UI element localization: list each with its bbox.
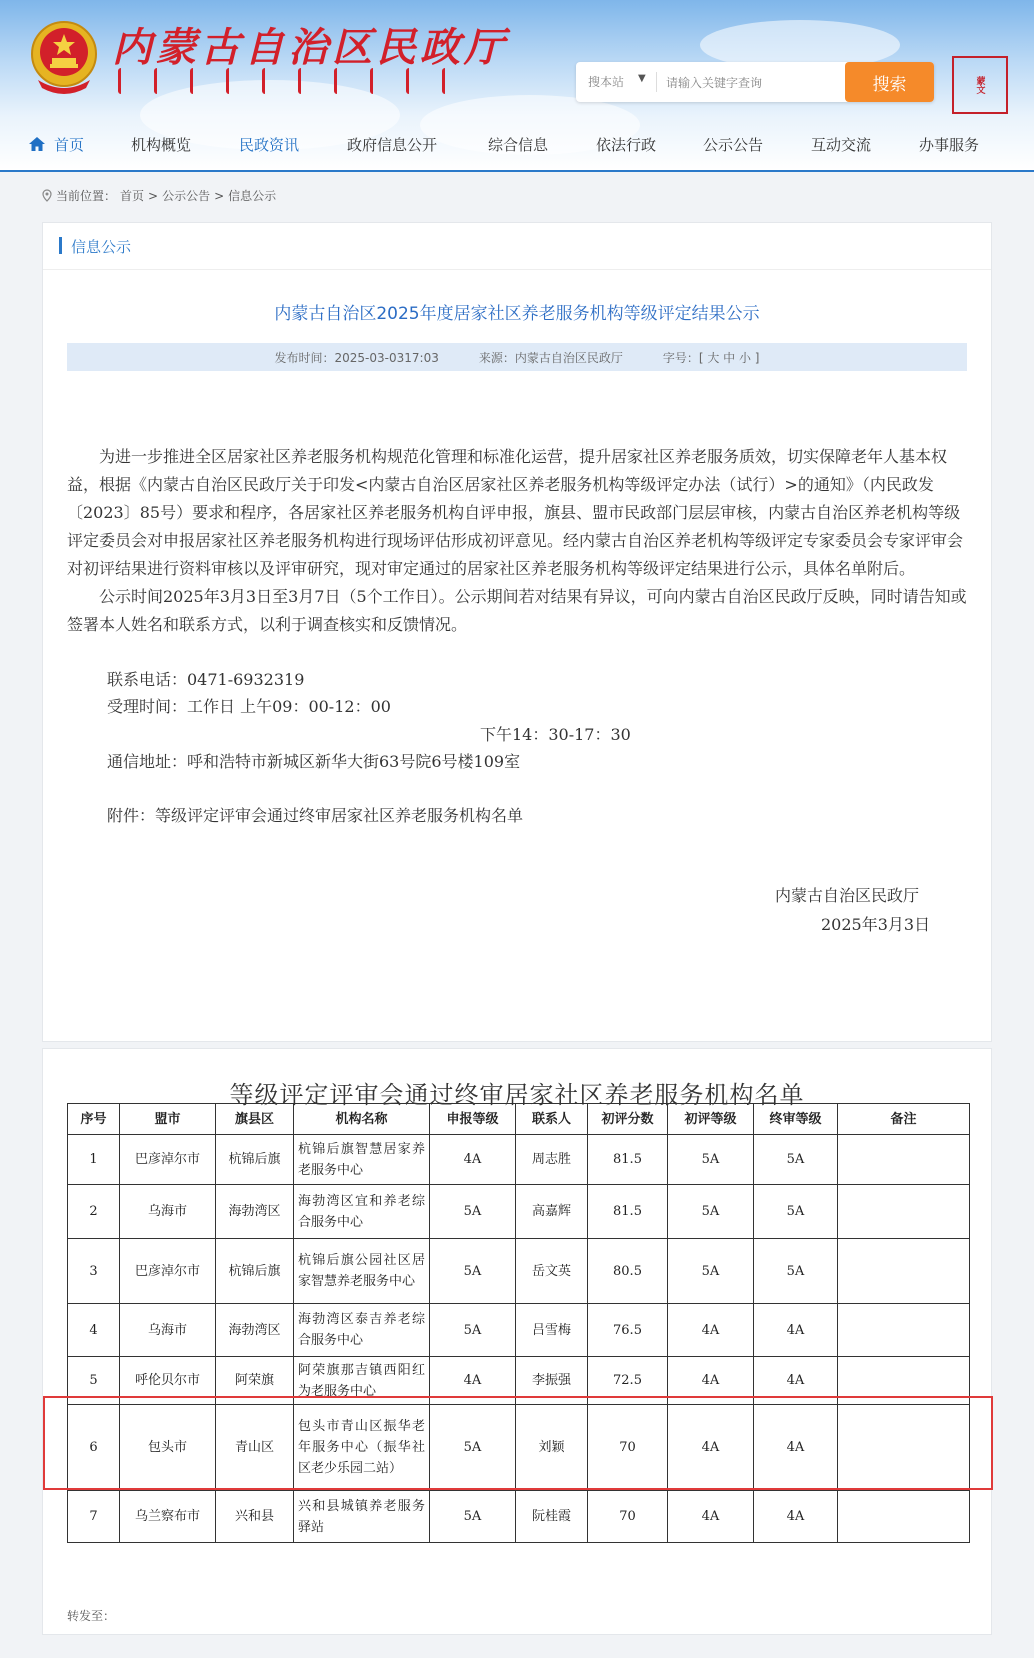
table-cell: 4A <box>754 1491 838 1543</box>
mongol-seal-text: 蒙文 <box>974 76 985 94</box>
table-cell <box>838 1135 970 1185</box>
table-cell: 刘颖 <box>516 1405 588 1491</box>
table-cell: 海勃湾区宜和养老综合服务中心 <box>294 1185 430 1239</box>
table-cell: 7 <box>68 1491 120 1543</box>
article-title: 内蒙古自治区2025年度居家社区养老服务机构等级评定结果公示 <box>274 304 760 324</box>
section-marker <box>59 237 62 254</box>
table-cell <box>838 1304 970 1357</box>
article-source: 来源：内蒙古自治区民政厅 <box>478 350 623 365</box>
table-cell: 4A <box>754 1357 838 1405</box>
table-cell: 4A <box>430 1135 516 1185</box>
institution-table <box>67 1103 970 1543</box>
column-header: 盟市 <box>120 1104 216 1135</box>
table-cell: 乌海市 <box>120 1304 216 1357</box>
table-cell: 1 <box>68 1135 120 1185</box>
table-cell: 巴彦淖尔市 <box>120 1239 216 1304</box>
table-cell: 4A <box>430 1357 516 1405</box>
table-cell: 包头市 <box>120 1405 216 1491</box>
article-paragraph: 为进一步推进全区居家社区养老服务机构规范化管理和标准化运营，提升居家社区养老服务质效，切实保障老年人基本权益，根据《内蒙古自治区民政厅关于印发<内蒙古自治区居家社区养老服务机构等级评定办法（试行）>的通知》（内民政发〔2023〕85号）要求和程序，各居家社区养老服务机构自评申报，旗县、盟市民政部门层层审核，内蒙古自治区养老机构等级评定委员会对申报居家社区养老服务机构进行现场评估形成初评意见。经内蒙古自治区养老机构等级评定专家委员会专家评审会对初评结果进行资料审核以及评审研究，现对审定通过的居家社区养老服务机构等级评定结果进行公示，具体名单附后。 <box>67 447 964 578</box>
nav-services[interactable]: 办事服务 <box>919 136 980 154</box>
table-cell: 81.5 <box>588 1185 668 1239</box>
table-cell: 5A <box>754 1135 838 1185</box>
article-paragraph: 公示时间2025年3月3日至3月7日（5个工作日）。公示期间若对结果有异议，可向内蒙古自治区民政厅反映，同时请告知或签署本人姓名和联系方式，以利于调查核实和反馈情况。 <box>67 587 967 634</box>
table-cell: 5A <box>430 1185 516 1239</box>
table-cell: 杭锦后旗公园社区居家智慧养老服务中心 <box>294 1239 430 1304</box>
table-row <box>68 1239 970 1304</box>
publish-time: 发布时间：2025-03-0317:03 <box>274 350 439 365</box>
column-header: 机构名称 <box>294 1104 430 1135</box>
table-header-row <box>68 1104 970 1135</box>
table-cell: 72.5 <box>588 1357 668 1405</box>
table-cell: 李振强 <box>516 1357 588 1405</box>
table-cell <box>838 1405 970 1491</box>
table-row-highlighted <box>68 1405 970 1491</box>
table-cell: 70 <box>588 1491 668 1543</box>
table-cell: 吕雪梅 <box>516 1304 588 1357</box>
table-cell: 5A <box>668 1135 754 1185</box>
table-row <box>68 1185 970 1239</box>
search-scope-select[interactable]: 搜本站 <box>588 75 625 89</box>
table-cell: 70 <box>588 1405 668 1491</box>
home-icon[interactable] <box>28 136 46 152</box>
table-cell: 5A <box>430 1304 516 1357</box>
contact-phone: 联系电话：0471-6932319 <box>107 670 305 689</box>
column-header: 初评分数 <box>588 1104 668 1135</box>
divider <box>656 72 657 92</box>
attachment-link[interactable]: 附件：等级评定评审会通过终审居家社区养老服务机构名单 <box>107 806 524 825</box>
table-row <box>68 1357 970 1405</box>
nav-org-overview[interactable]: 机构概览 <box>131 136 192 154</box>
table-cell: 4 <box>68 1304 120 1357</box>
table-cell <box>838 1357 970 1405</box>
main-nav <box>0 130 1034 168</box>
postal-address: 通信地址：呼和浩特市新城区新华大街63号院6号楼109室 <box>107 752 521 771</box>
divider <box>43 269 991 270</box>
table-cell: 5A <box>430 1491 516 1543</box>
breadcrumb-info-notice[interactable]: 信息公示 <box>228 189 277 203</box>
column-header: 序号 <box>68 1104 120 1135</box>
nav-home[interactable]: 首页 <box>54 136 85 154</box>
table-cell: 5A <box>754 1239 838 1304</box>
site-header <box>0 0 1034 172</box>
breadcrumb <box>42 187 276 204</box>
table-cell: 高嘉辉 <box>516 1185 588 1239</box>
table-cell <box>838 1185 970 1239</box>
table-title: 等级评定评审会通过终审居家社区养老服务机构名单 <box>229 1081 805 1109</box>
table-cell: 4A <box>754 1405 838 1491</box>
article-meta-bar <box>67 343 967 371</box>
table-cell: 海勃湾区 <box>216 1185 294 1239</box>
nav-civil-news[interactable]: 民政资讯 <box>239 136 300 154</box>
table-cell: 海勃湾区 <box>216 1304 294 1357</box>
signature-org: 内蒙古自治区民政厅 <box>775 886 920 905</box>
column-header: 旗县区 <box>216 1104 294 1135</box>
article-body <box>67 443 967 639</box>
article-card <box>42 222 992 1042</box>
search-bar <box>576 62 934 102</box>
column-header: 备注 <box>838 1104 970 1135</box>
search-button[interactable]: 搜索 <box>845 62 934 102</box>
table-cell: 杭锦后旗 <box>216 1239 294 1304</box>
column-header: 申报等级 <box>430 1104 516 1135</box>
table-cell: 杭锦后旗智慧居家养老服务中心 <box>294 1135 430 1185</box>
table-cell: 4A <box>668 1357 754 1405</box>
table-cell: 4A <box>754 1304 838 1357</box>
column-header: 初评等级 <box>668 1104 754 1135</box>
nav-gov-info[interactable]: 政府信息公开 <box>347 136 438 154</box>
table-cell: 5A <box>430 1405 516 1491</box>
table-cell <box>838 1491 970 1543</box>
mongolian-script-title <box>118 68 452 94</box>
nav-general-info[interactable]: 综合信息 <box>488 136 549 154</box>
breadcrumb-prefix: 当前位置： <box>56 189 117 203</box>
section-title: 信息公示 <box>71 238 132 256</box>
signature-date: 2025年3月3日 <box>821 915 931 934</box>
table-cell: 2 <box>68 1185 120 1239</box>
table-cell: 5A <box>430 1239 516 1304</box>
breadcrumb-separator: > <box>148 188 159 203</box>
table-cell: 81.5 <box>588 1135 668 1185</box>
table-cell <box>838 1239 970 1304</box>
attachment-card <box>42 1048 992 1635</box>
share-forward-label: 转发至： <box>67 1609 116 1623</box>
table-cell: 5A <box>754 1185 838 1239</box>
table-cell: 兴和县 <box>216 1491 294 1543</box>
nav-law-admin[interactable]: 依法行政 <box>596 136 657 154</box>
table-cell: 周志胜 <box>516 1135 588 1185</box>
table-cell: 杭锦后旗 <box>216 1135 294 1185</box>
table-cell: 76.5 <box>588 1304 668 1357</box>
national-emblem-icon[interactable] <box>28 20 100 96</box>
font-size-switcher[interactable]: 字号：[ 大 中 小 ] <box>662 350 760 365</box>
site-title[interactable]: 内蒙古自治区民政厅 <box>112 24 508 71</box>
table-cell: 呼伦贝尔市 <box>120 1357 216 1405</box>
table-cell: 5A <box>668 1185 754 1239</box>
breadcrumb-announcements[interactable]: 公示公告 <box>162 189 211 203</box>
table-cell: 5 <box>68 1357 120 1405</box>
nav-announcements[interactable]: 公示公告 <box>703 136 764 154</box>
column-header: 联系人 <box>516 1104 588 1135</box>
breadcrumb-home[interactable]: 首页 <box>120 189 145 203</box>
table-row <box>68 1304 970 1357</box>
table-cell: 4A <box>668 1405 754 1491</box>
table-cell: 4A <box>668 1304 754 1357</box>
office-hours-am: 受理时间：工作日 上午09：00-12：00 <box>107 697 391 716</box>
table-cell: 乌海市 <box>120 1185 216 1239</box>
table-cell: 阿荣旗那吉镇西阳红为老服务中心 <box>294 1357 430 1405</box>
table-cell: 乌兰察布市 <box>120 1491 216 1543</box>
table-cell: 海勃湾区泰吉养老综合服务中心 <box>294 1304 430 1357</box>
table-cell: 巴彦淖尔市 <box>120 1135 216 1185</box>
table-cell: 兴和县城镇养老服务驿站 <box>294 1491 430 1543</box>
table-cell: 3 <box>68 1239 120 1304</box>
table-cell: 包头市青山区振华老年服务中心（振华社区老少乐园二站） <box>294 1405 430 1491</box>
mongolian-version-link[interactable] <box>952 56 1008 114</box>
table-row <box>68 1135 970 1185</box>
table-cell: 6 <box>68 1405 120 1491</box>
table-row <box>68 1491 970 1543</box>
table-cell: 阿荣旗 <box>216 1357 294 1405</box>
table-cell: 4A <box>668 1491 754 1543</box>
nav-interaction[interactable]: 互动交流 <box>811 136 872 154</box>
table-cell: 5A <box>668 1239 754 1304</box>
search-input[interactable] <box>664 70 818 96</box>
caret-down-icon[interactable]: ▼ <box>638 73 646 84</box>
table-cell: 80.5 <box>588 1239 668 1304</box>
column-header: 终审等级 <box>754 1104 838 1135</box>
breadcrumb-separator: > <box>214 188 225 203</box>
office-hours-pm: 下午14：30-17：30 <box>480 725 631 744</box>
table-cell: 青山区 <box>216 1405 294 1491</box>
table-cell: 岳文英 <box>516 1239 588 1304</box>
location-pin-icon <box>42 189 52 202</box>
table-cell: 阮桂霞 <box>516 1491 588 1543</box>
